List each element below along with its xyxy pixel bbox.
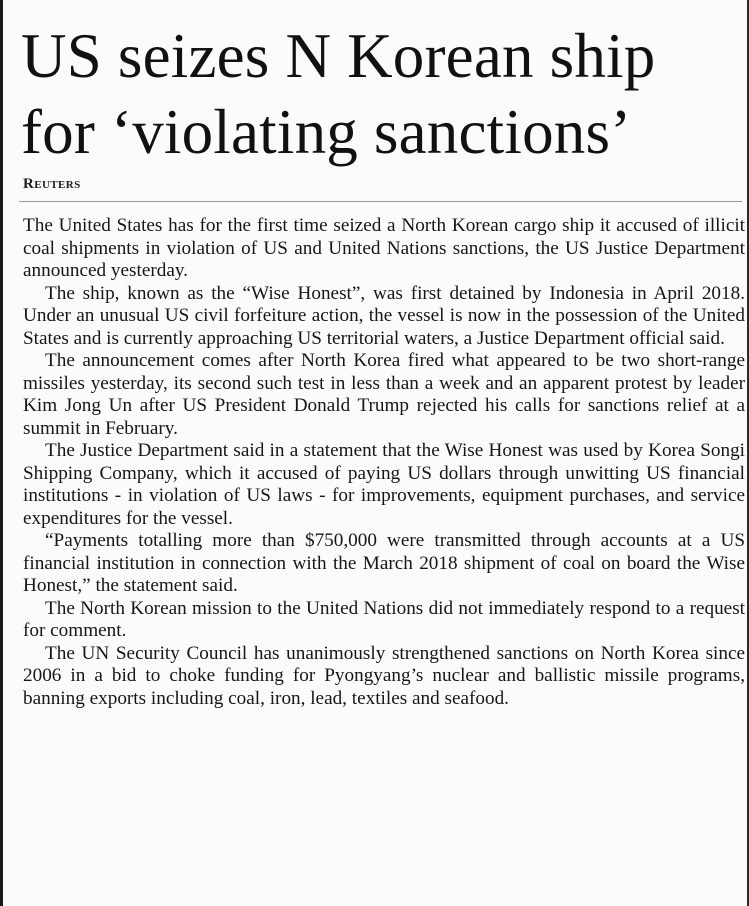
- article-paragraph-3: The announcement comes after North Korea fired what appeared to be two short-range missiles yesterday, its second such test in less than a week and an apparent protest by leader Kim Jong Un after US President Donald Trump rejected his calls for sanctions relief at a summit in February.: [23, 350, 745, 439]
- article-paragraph-5: “Payments totalling more than $750,000 were transmitted through accounts at a US financial institution in connection with the March 2018 shipment of coal on board the Wise Honest,” the statement said.: [23, 530, 745, 596]
- article-byline: Reuters: [23, 176, 81, 192]
- article-paragraph-4: The Justice Department said in a statement that the Wise Honest was used by Korea Songi Shipping Company, which it accused of paying US dollars through unwitting US financial institutions - in violation of US laws - for improvements, equipment purchases, and service expenditures for the vessel.: [23, 440, 745, 529]
- article-paragraph-2: The ship, known as the “Wise Honest”, was first detained by Indonesia in April 2018. Under an unusual US civil forfeiture action, the vessel is now in the possession of the United States and is currently approaching US territorial waters, a Justice Department official said.: [23, 282, 745, 349]
- headline-line-1: US seizes N Korean ship: [21, 21, 656, 91]
- article-headline: [21, 18, 741, 170]
- article-body: [23, 215, 745, 710]
- byline-divider: [19, 201, 742, 202]
- article-paragraph-6: The North Korean mission to the United Nations did not immediately respond to a request for comment.: [23, 597, 745, 641]
- headline-line-2: for ‘violating sanctions’: [21, 97, 632, 167]
- article-paragraph-7: The UN Security Council has unanimously strengthened sanctions on North Korea since 2006 in a bid to choke funding for Pyongyang’s nuclear and ballistic missile programs, banning exports including coal, iron, lead, textiles and seafood.: [23, 642, 745, 709]
- article-paragraph-1: The United States has for the first time seized a North Korean cargo ship it accused of illicit coal shipments in violation of US and United Nations sanctions, the US Justice Department announced yesterday.: [23, 215, 745, 281]
